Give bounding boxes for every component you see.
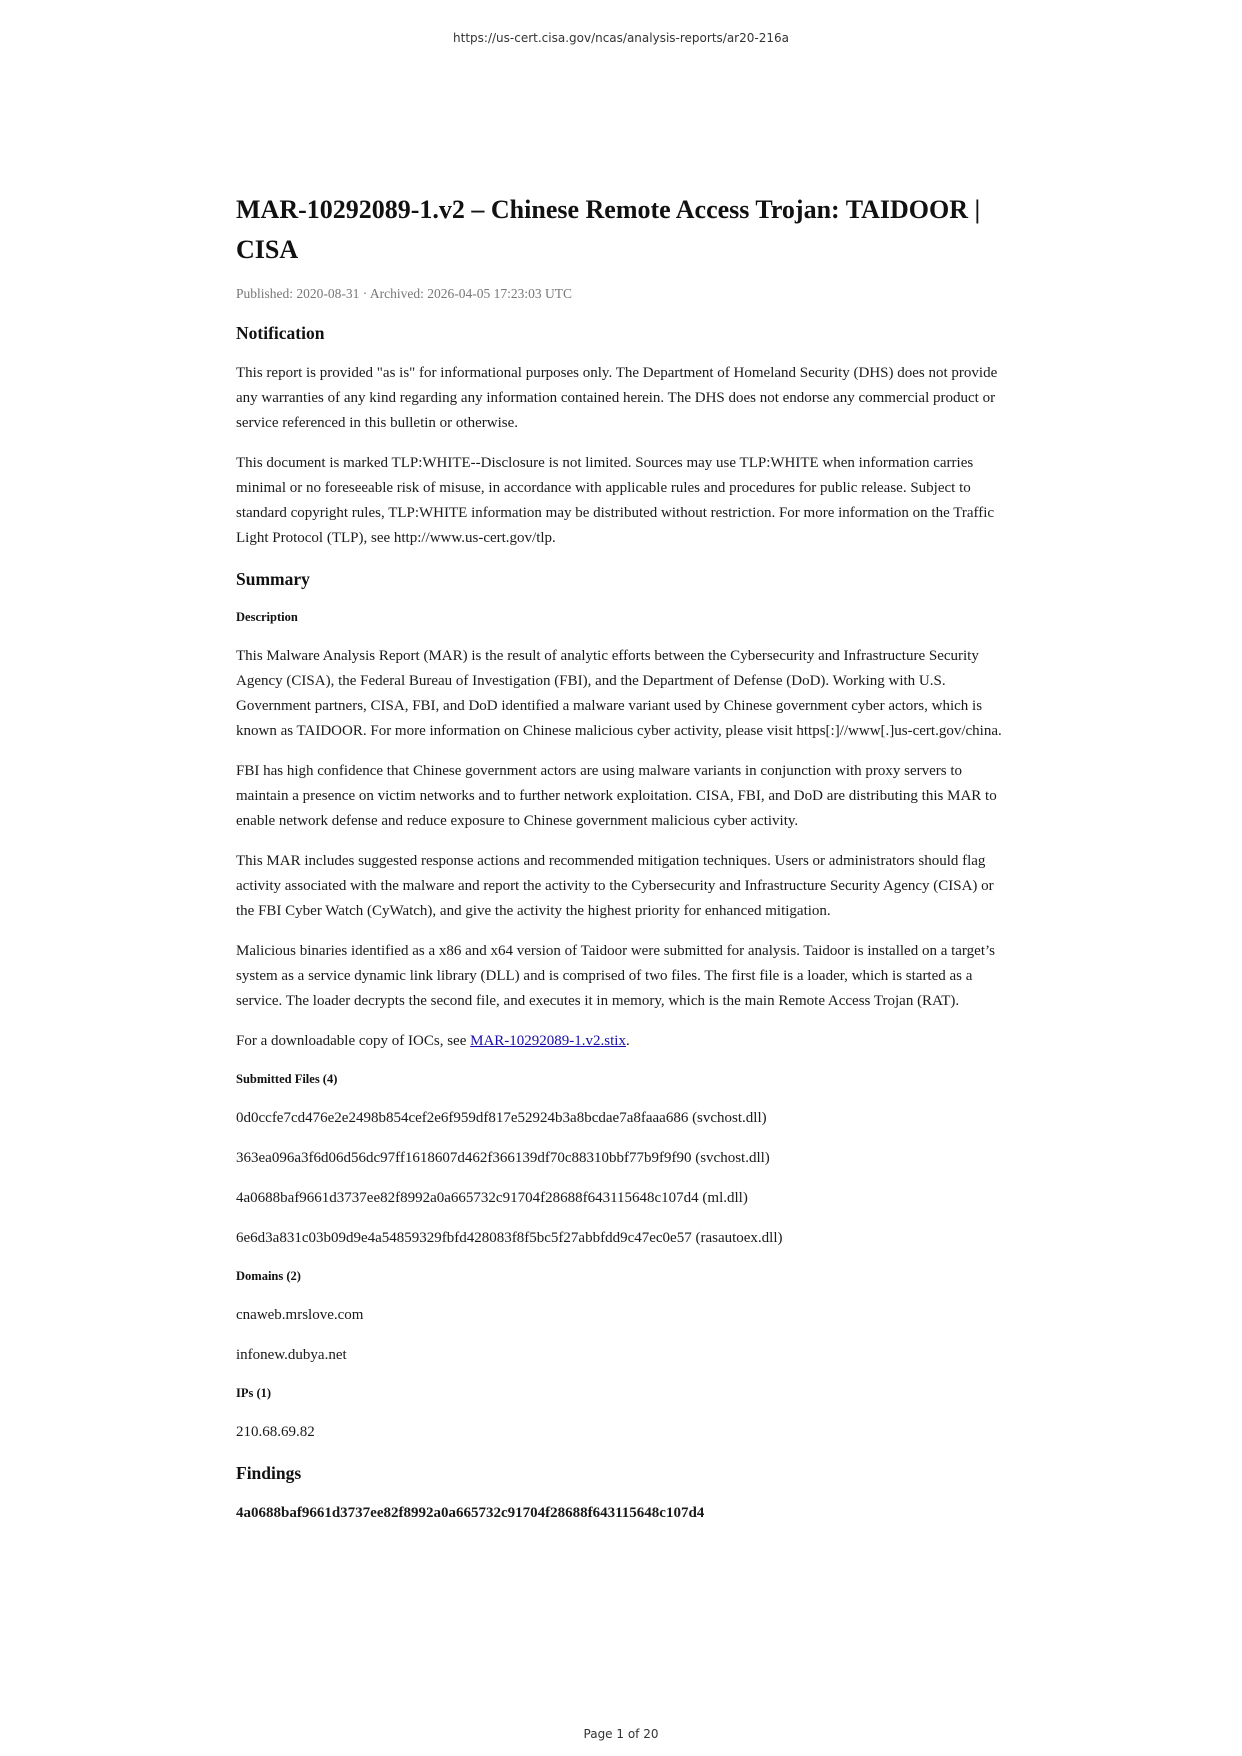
- ioc-prefix: For a downloadable copy of IOCs, see: [236, 1033, 471, 1049]
- notification-paragraph-1: This report is provided "as is" for informational purposes only. The Department of Homeland Security (DHS) does not provide any warranties of any kind regarding any information contained herein. The DHS does not endorse any commercial product or service referenced in this bulletin or otherwise.: [236, 365, 998, 431]
- domains-heading: Domains (2): [236, 1269, 301, 1283]
- submitted-file-item: 6e6d3a831c03b09d9e4a54859329fbfd428083f8f5bc5f27abbfdd9c47ec0e57 (rasautoex.dll): [236, 1230, 783, 1246]
- ips-heading: IPs (1): [236, 1386, 272, 1400]
- domain-item: cnaweb.mrslove.com: [236, 1307, 364, 1323]
- notification-paragraph-2: This document is marked TLP:WHITE--Disclosure is not limited. Sources may use TLP:WHITE when information carries minimal or no foreseeable risk of misuse, in accordance with applicable rules and procedures for public release. Subject to standard copyright rules, TLP:WHITE information may be distributed without restriction. For more information on the Traffic Light Protocol (TLP), see http://www.us-cert.gov/tlp.: [236, 455, 995, 546]
- summary-paragraph-2: FBI has high confidence that Chinese government actors are using malware variants in conjunction with proxy servers to maintain a presence on victim networks and to further network exploitation. CISA, FBI, and DoD are distributing this MAR to enable network defense and reduce exposure to Chinese government malicious cyber activity.: [236, 763, 997, 829]
- findings-hash: 4a0688baf9661d3737ee82f8992a0a665732c91704f28688f643115648c107d4: [236, 1505, 705, 1521]
- domain-item: infonew.dubya.net: [236, 1347, 347, 1363]
- article: [236, 190, 1012, 1541]
- summary-heading: Summary: [236, 569, 310, 589]
- ioc-paragraph: [236, 1029, 1012, 1054]
- submitted-file-item: 4a0688baf9661d3737ee82f8992a0a665732c91704f28688f643115648c107d4 (ml.dll): [236, 1190, 748, 1206]
- notification-heading: Notification: [236, 323, 325, 343]
- submitted-file-item: 0d0ccfe7cd476e2e2498b854cef2e6f959df817e52924b3a8bcdae7a8faaa686 (svchost.dll): [236, 1110, 767, 1126]
- ip-item: 210.68.69.82: [236, 1424, 315, 1440]
- findings-heading: Findings: [236, 1463, 302, 1483]
- ioc-suffix: .: [625, 1033, 630, 1049]
- summary-paragraph-4: Malicious binaries identified as a x86 and x64 version of Taidoor were submitted for analysis. Taidoor is installed on a target’s system as a service dynamic link library (DLL) and is comprised of two files. The first file is a loader, which is started as a service. The loader decrypts the second file, and executes it in memory, which is the main Remote Access Trojan (RAT).: [236, 943, 995, 1009]
- summary-paragraph-3: This MAR includes suggested response actions and recommended mitigation techniques. Users or administrators should flag activity associated with the malware and report the activity to the Cybersecurity and Infrastructure Security Agency (CISA) or the FBI Cyber Watch (CyWatch), and give the activity the highest priority for enhanced mitigation.: [236, 853, 994, 919]
- submitted-files-heading: Submitted Files (4): [236, 1072, 338, 1086]
- ioc-stix-link[interactable]: MAR-10292089-1.v2.stix: [470, 1033, 626, 1049]
- page-url-header: https://us-cert.cisa.gov/ncas/analysis-reports/ar20-216a: [453, 31, 789, 45]
- publish-meta: Published: 2020-08-31 · Archived: 2026-04-05 17:23:03 UTC: [236, 286, 572, 301]
- page-number-footer: Page 1 of 20: [583, 1727, 659, 1741]
- page-title: MAR-10292089-1.v2 – Chinese Remote Access Trojan: TAIDOOR | CISA: [236, 195, 981, 264]
- summary-paragraph-1: This Malware Analysis Report (MAR) is the result of analytic efforts between the Cybersecurity and Infrastructure Security Agency (CISA), the Federal Bureau of Investigation (FBI), and the Department of Defense (DoD). Working with U.S. Government partners, CISA, FBI, and DoD identified a malware variant used by Chinese government cyber actors, which is known as TAIDOOR. For more information on Chinese malicious cyber activity, please visit https[:]//www[.]us-cert.gov/china.: [236, 648, 1002, 739]
- submitted-file-item: 363ea096a3f6d06d56dc97ff1618607d462f366139df70c88310bbf77b9f9f90 (svchost.dll): [236, 1150, 770, 1166]
- description-heading: Description: [236, 610, 298, 624]
